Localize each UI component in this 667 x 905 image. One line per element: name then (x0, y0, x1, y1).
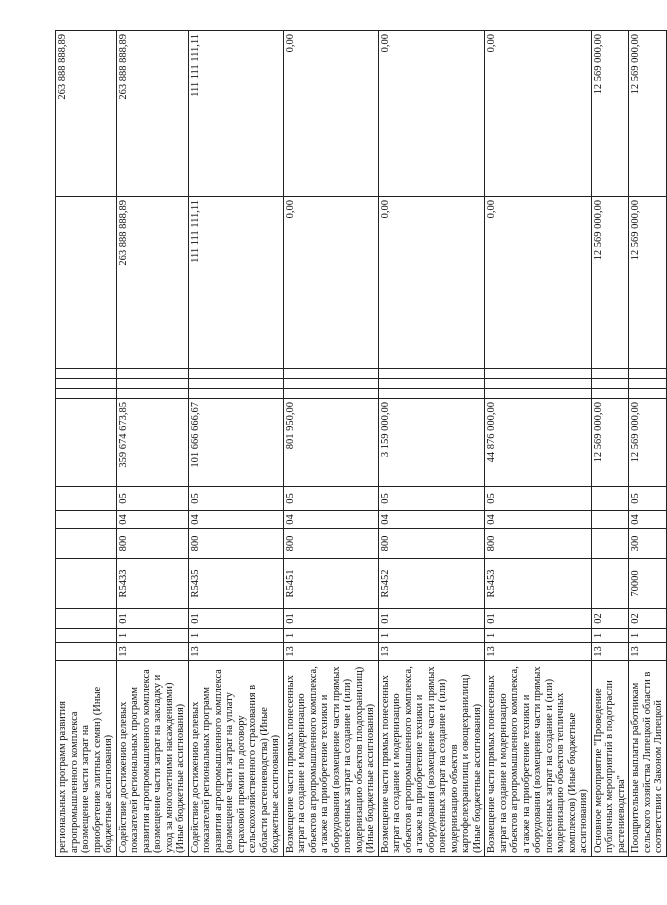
amount-1: 359 674 673,85 (116, 399, 188, 487)
amount-5: 0,00 (283, 197, 378, 369)
vr-code: 800 (283, 529, 378, 559)
amount-6: 12 569 000,00 (629, 31, 667, 197)
amount-3 (116, 379, 188, 389)
amount-6: 0,00 (485, 31, 592, 197)
table-row (485, 31, 592, 857)
amount-6: 12 569 000,00 (591, 31, 629, 197)
amount-4 (283, 369, 378, 379)
pr-code: 01 (485, 609, 592, 629)
pr-code: 02 (629, 609, 667, 629)
amount-4 (116, 369, 188, 379)
csr-code: R5451 (283, 559, 378, 609)
vr-code: 800 (188, 529, 283, 559)
section-code: 04 (485, 511, 592, 529)
section-code (56, 511, 117, 529)
amount-1 (56, 399, 117, 487)
rz-code: 1 (378, 629, 485, 643)
vr-code: 300 (629, 529, 667, 559)
table-row (283, 31, 378, 857)
amount-3 (56, 379, 117, 389)
amount-6: 0,00 (378, 31, 485, 197)
grbs-code: 13 (283, 643, 378, 661)
table-row (116, 31, 188, 857)
amount-5: 263 888 888,89 (116, 197, 188, 369)
amount-5 (56, 197, 117, 369)
vr-code (56, 529, 117, 559)
amount-4 (485, 369, 592, 379)
pr-code: 01 (116, 609, 188, 629)
subsection-code: 05 (485, 487, 592, 511)
row-name: региональных программ развития агропромышленного комплекса (возмещение части затрат на приобретение элитных семян) (Иные бюджетные ассигнования) (56, 661, 117, 857)
grbs-code: 13 (188, 643, 283, 661)
amount-2 (116, 389, 188, 399)
rz-code (56, 629, 117, 643)
rz-code: 1 (188, 629, 283, 643)
amount-2 (591, 389, 629, 399)
amount-2 (378, 389, 485, 399)
rz-code: 1 (116, 629, 188, 643)
rz-code: 1 (629, 629, 667, 643)
section-code: 04 (283, 511, 378, 529)
vr-code (591, 529, 629, 559)
amount-1: 3 159 000,00 (378, 399, 485, 487)
section-code (591, 511, 629, 529)
amount-4 (591, 369, 629, 379)
section-code: 04 (629, 511, 667, 529)
amount-4 (56, 369, 117, 379)
vr-code: 800 (485, 529, 592, 559)
amount-6: 111 111 111,11 (188, 31, 283, 197)
csr-code (591, 559, 629, 609)
amount-3 (629, 379, 667, 389)
budget-table (55, 30, 667, 857)
grbs-code (56, 643, 117, 661)
amount-5: 12 569 000,00 (629, 197, 667, 369)
amount-6: 0,00 (283, 31, 378, 197)
pr-code: 01 (283, 609, 378, 629)
amount-3 (188, 379, 283, 389)
section-code: 04 (188, 511, 283, 529)
grbs-code: 13 (591, 643, 629, 661)
amount-2 (56, 389, 117, 399)
amount-1: 101 666 666,67 (188, 399, 283, 487)
amount-5: 0,00 (378, 197, 485, 369)
amount-1: 801 950,00 (283, 399, 378, 487)
pr-code: 01 (378, 609, 485, 629)
amount-3 (378, 379, 485, 389)
amount-3 (283, 379, 378, 389)
csr-code: 70000 (629, 559, 667, 609)
subsection-code (56, 487, 117, 511)
amount-6: 263 888 888,89 (56, 31, 117, 197)
row-name: Возмещение части прямых понесенных затрат на создание и модернизацию объектов агропромышленного комплекса, а также на приобретение техники и оборудования (возмещение части прямых понесенных затрат на создание и (или) модернизацию объектов картофелехранилищ и овощехранилищ) (Иные бюджетные ассигнования) (378, 661, 485, 857)
row-name: Возмещение части прямых понесенных затрат на создание и модернизацию объектов агропромышленного комплекса, а также на приобретение техники и оборудования (возмещение части прямых понесенных затрат на создание и (или) модернизацию объектов тепличных комплексов) (Иные бюджетные ассигнования) (485, 661, 592, 857)
row-name: Содействие достижению целевых показателей региональных программ развития агропромышленного комплекса (возмещение части затрат на закладку и уход за многолетними насаждениями) (Иные бюджетные ассигнования) (116, 661, 188, 857)
row-name: Содействие достижению целевых показателей региональных программ развития агропромышленного комплекса (возмещение части затрат на уплату страховой премии по договору сельскохозяйственного страхования в области растениеводства) (Иные бюджетные ассигнования) (188, 661, 283, 857)
amount-2 (188, 389, 283, 399)
table-row (56, 31, 117, 857)
vr-code: 800 (378, 529, 485, 559)
amount-1: 12 569 000,00 (629, 399, 667, 487)
grbs-code: 13 (485, 643, 592, 661)
amount-6: 263 888 888,89 (116, 31, 188, 197)
amount-5: 0,00 (485, 197, 592, 369)
amount-2 (283, 389, 378, 399)
amount-4 (629, 369, 667, 379)
csr-code: R5433 (116, 559, 188, 609)
row-name: Возмещение части прямых понесенных затрат на создание и модернизацию объектов агропромышленного комплекса, а также на приобретение техники и оборудования (возмещение части прямых понесенных затрат на создание и (или) модернизацию объектов плодохранилищ) (Иные бюджетные ассигнования) (283, 661, 378, 857)
amount-2 (485, 389, 592, 399)
grbs-code: 13 (629, 643, 667, 661)
amount-3 (591, 379, 629, 389)
table-row (591, 31, 629, 857)
pr-code (56, 609, 117, 629)
pr-code: 01 (188, 609, 283, 629)
csr-code: R5435 (188, 559, 283, 609)
row-name: Поощрительные выплаты работникам сельского хозяйства Липецкой области в соответствии с Законом Липецкой (629, 661, 667, 857)
subsection-code: 05 (378, 487, 485, 511)
rz-code: 1 (283, 629, 378, 643)
csr-code: R5452 (378, 559, 485, 609)
amount-4 (378, 369, 485, 379)
grbs-code: 13 (378, 643, 485, 661)
amount-1: 12 569 000,00 (591, 399, 629, 487)
amount-2 (629, 389, 667, 399)
rotated-table-wrapper (55, 31, 664, 857)
subsection-code (591, 487, 629, 511)
csr-code (56, 559, 117, 609)
vr-code: 800 (116, 529, 188, 559)
subsection-code: 05 (629, 487, 667, 511)
rz-code: 1 (485, 629, 592, 643)
amount-1: 44 876 000,00 (485, 399, 592, 487)
amount-3 (485, 379, 592, 389)
table-row (188, 31, 283, 857)
pr-code: 02 (591, 609, 629, 629)
grbs-code: 13 (116, 643, 188, 661)
amount-5: 12 569 000,00 (591, 197, 629, 369)
table-row (629, 31, 667, 857)
row-name: Основное мероприятие "Проведение публичных мероприятий в подотрасли растениеводства" (591, 661, 629, 857)
subsection-code: 05 (283, 487, 378, 511)
rz-code: 1 (591, 629, 629, 643)
subsection-code: 05 (116, 487, 188, 511)
csr-code: R5453 (485, 559, 592, 609)
section-code: 04 (378, 511, 485, 529)
table-row (378, 31, 485, 857)
subsection-code: 05 (188, 487, 283, 511)
amount-5: 111 111 111,11 (188, 197, 283, 369)
amount-4 (188, 369, 283, 379)
section-code: 04 (116, 511, 188, 529)
